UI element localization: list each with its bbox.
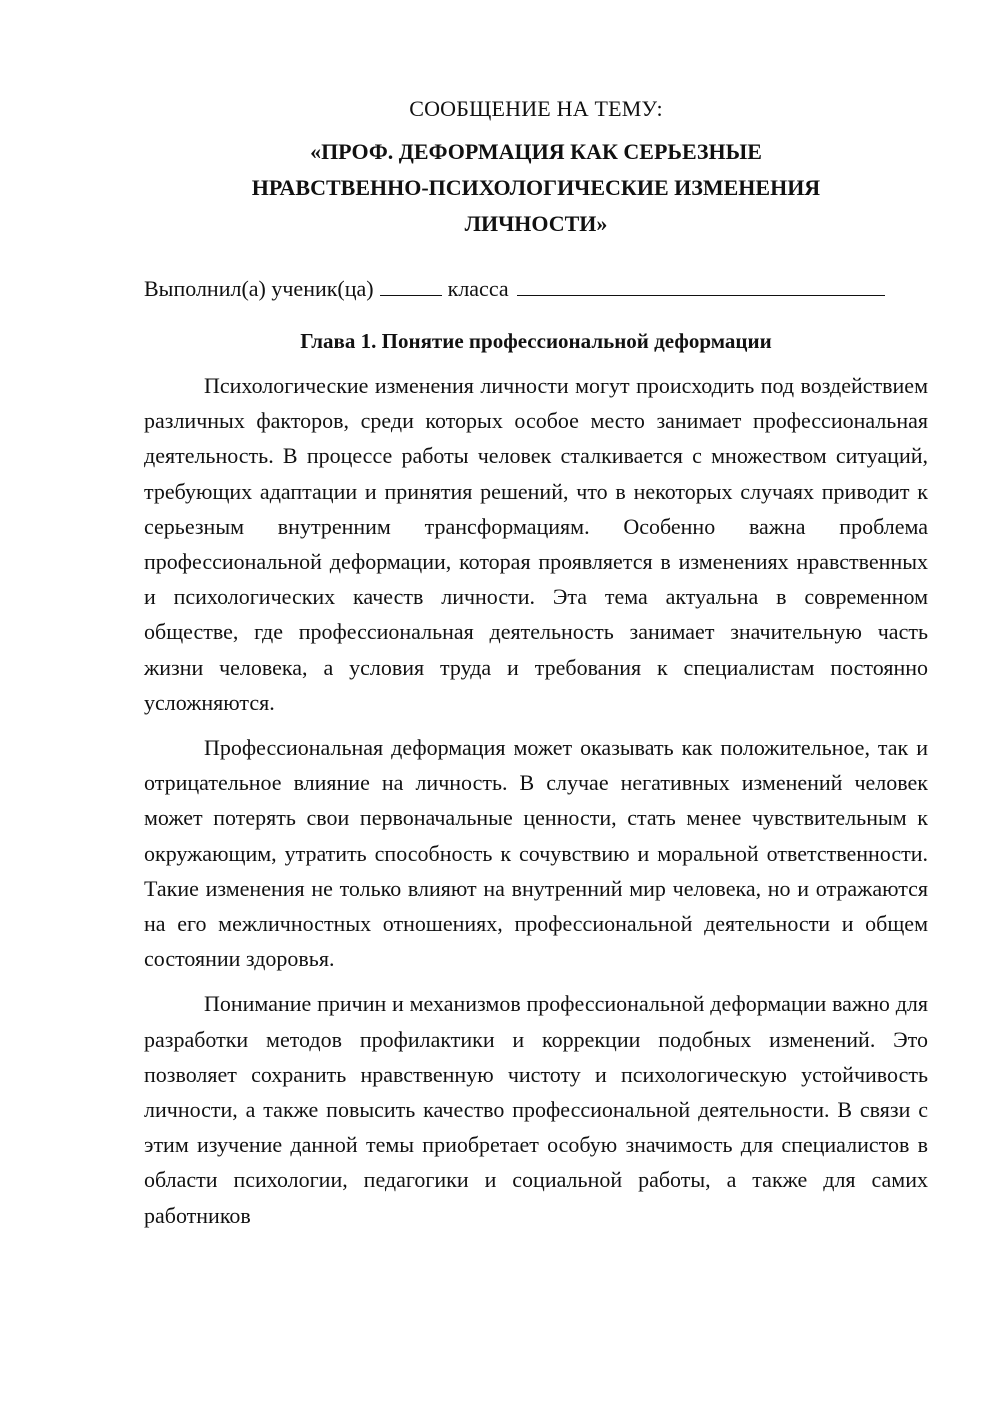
document-header: СООБЩЕНИЕ НА ТЕМУ:	[409, 96, 663, 121]
paragraph-1: Психологические изменения личности могут происходить под воздействием различных факторов, среди которых особое место занимает профессиональная деятельность. В процессе работы человек сталкивается с множеством ситуаций, требующих адаптации и принятия решений, что в некоторых случаях приводит к серьезным внутренним трансформациям. Особенно важна проблема профессиональной деформации, которая проявляется в изменениях нравственных и психологических качеств личности. Эта тема актуальна в современном обществе, где профессиональная деятельность занимает значительную часть жизни человека, а условия труда и требования к специалистам постоянно усложняются.	[144, 373, 928, 715]
title-line-1: «ПРОФ. ДЕФОРМАЦИЯ КАК СЕРЬЕЗНЫЕ	[310, 139, 762, 164]
title-line-2: НРАВСТВЕННО-ПСИХОЛОГИЧЕСКИЕ ИЗМЕНЕНИЯ	[251, 175, 821, 200]
class-number-blank	[380, 275, 442, 296]
chapter-title: Глава 1. Понятие профессиональной деформации	[300, 329, 772, 353]
page-content	[144, 92, 928, 1243]
signature-label-class: класса	[447, 276, 509, 301]
paragraph-2: Профессиональная деформация может оказывать как положительное, так и отрицательное влияние на личность. В случае негативных изменений человек может потерять свои первоначальные ценности, стать менее чувствительным к окружающим, утратить способность к сочувствию и моральной ответственности. Такие изменения не только влияют на внутренний мир человека, но и отражаются на его межличностных отношениях, профессиональной деятельности и общем состоянии здоровья.	[144, 735, 928, 972]
title-line-3: ЛИЧНОСТИ»	[464, 211, 608, 236]
document-title	[144, 134, 928, 242]
student-name-blank	[517, 275, 885, 296]
signature-label-student: Выполнил(а) ученик(ца)	[144, 276, 374, 301]
paragraph-3: Понимание причин и механизмов профессиональной деформации важно для разработки методов профилактики и коррекции подобных изменений. Это позволяет сохранить нравственную чистоту и психологическую устойчивость личности, а также повысить качество профессиональной деятельности. В связи с этим изучение данной темы приобретает особую значимость для специалистов в области психологии, педагогики и социальной работы, а также для самих работников	[144, 991, 928, 1228]
signature-line	[144, 272, 928, 306]
